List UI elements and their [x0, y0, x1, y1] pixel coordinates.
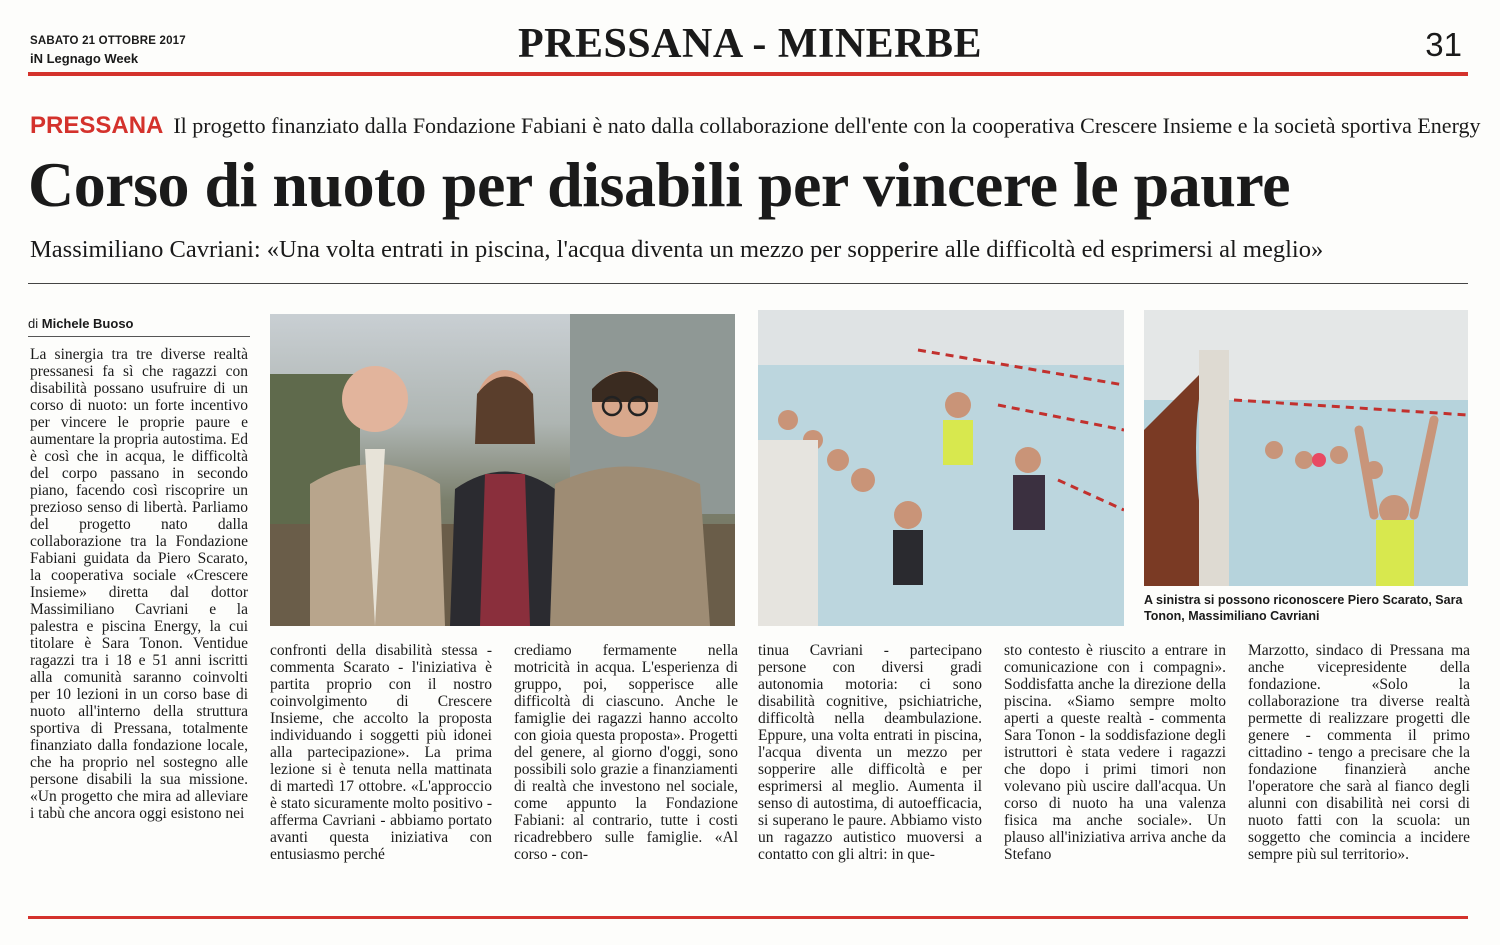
- article-column-3: crediamo fermamente nella motricità in acqua. L'esperienza di gruppo, poi, sopperisce alle difficoltà di ciascuno. Anche le famiglie dei ragazzi hanno accolto con gioia questa proposta». Progetti del genere, al giorno d'oggi, sono possibili solo grazie a finanziamenti di realtà che investono nel sociale, come appunto la Fondazione Fabiani: al contrario, tutte i costi ricadrebbero sulle famiglie. «Al corso - con-: [514, 642, 738, 863]
- byline: [28, 316, 134, 331]
- photo-pool-lesson: [758, 310, 1124, 626]
- byline-prefix: di: [28, 316, 39, 331]
- article-column-4: tinua Cavriani - partecipano persone con diversi gradi autonomia motoria: ci sono disabilità cognitive, psichiatriche, difficoltà nella deambulazione. Eppure, una volta entrati in piscina, l'acqua diventa un mezzo per sopperire alle difficoltà e per esprimersi al meglio. Aumenta il senso di autostima, di autoefficacia, si superano le paure. Abbiamo visto un ragazzo autistico muoversi a contatto con gli altri: in que-: [758, 642, 982, 863]
- page-date: SABATO 21 OTTOBRE 2017: [30, 35, 186, 47]
- kicker: [30, 112, 1481, 140]
- kicker-text: Il progetto finanziato dalla Fondazione Fabiani è nato dalla collaborazione dell'ente con la cooperativa Crescere Insieme e la società sportiva Energy: [173, 113, 1481, 138]
- article-column-2: confronti della disabilità stessa - commenta Scarato - l'iniziativa è partita proprio con il nostro coinvolgimento di Crescere Insieme, che accolto la proposta individuando i soggetti più idonei alla partecipazione». La prima lezione si è tenuta nella mattinata di martedì 17 ottobre. «L'approccio è stato sicuramente molto positivo - afferma Cavriani - abbiamo portato avanti questa iniziativa con entusiasmo perché: [270, 642, 492, 863]
- photo-group-portrait-art: [270, 314, 735, 626]
- bottom-rule: [28, 916, 1468, 919]
- byline-rule: [28, 336, 250, 337]
- photo-caption: A sinistra si possono riconoscere Piero Scarato, Sara Tonon, Massimiliano Cavriani: [1144, 593, 1463, 623]
- photo-pool-celebration: [1144, 310, 1468, 586]
- top-rule: [28, 72, 1468, 76]
- photo-group-portrait: [270, 314, 735, 626]
- section-title: PRESSANA - MINERBE: [517, 21, 983, 67]
- photo-pool-celebration-art: [1144, 310, 1468, 586]
- subheadline: Massimiliano Cavriani: «Una volta entrati in piscina, l'acqua diventa un mezzo per sopperire alle difficoltà ed esprimersi al meglio»: [30, 236, 1324, 263]
- subheadline-rule: [28, 283, 1468, 284]
- headline: Corso di nuoto per disabili per vincere le paure: [28, 149, 1290, 220]
- photo-pool-lesson-art: [758, 310, 1124, 626]
- page-number: 31: [1425, 26, 1462, 63]
- kicker-location: PRESSANA: [30, 112, 164, 139]
- article-column-5: sto contesto è riuscito a entrare in comunicazione con i compagni». Soddisfatta anche la direzione della piscina. «Siamo sempre molto aperti a queste realtà - commenta Sara Tonon - la soddisfazione degli istruttori è stata vedere i ragazzi che dopo i primi timori non volevano più uscire dall'acqua. Un corso di nuoto ha una valenza fisica ma anche sociale». Un plauso all'iniziativa arriva anche da Stefano: [1004, 642, 1226, 863]
- article-column-6: Marzotto, sindaco di Pressana ma anche vicepresidente della fondazione. «Solo la collaborazione tra diverse realtà permette di realizzare progetti dle genere - commenta il primo cittadino - tengo a precisare che la fondazione finanzierà anche l'operatore che sarà al fianco degli alunni con disabilità nei corsi di nuoto fatti con la scuola: un soggetto che comincia a incidere sempre più sul territorio».: [1248, 642, 1470, 863]
- article-column-1: La sinergia tra tre diverse realtà pressanesi fa sì che ragazzi con disabilità possano usufruire di un corso di nuoto: un forte incentivo per vincere le proprie paure e aumentare la propria autostima. Ed è così che in acqua, le difficoltà del corpo passano in secondo piano, facendo così riscoprire un prezioso senso di libertà. Parliamo del progetto nato dalla collaborazione tra la Fondazione Fabiani guidata da Piero Scarato, la cooperativa sociale «Crescere Insieme» diretta dal dottor Massimiliano Cavriani e la palestra e piscina Energy, la cui titolare è Sara Tonon. Ventidue ragazzi tra i 18 e 51 anni iscritti alla comunità saranno coinvolti per 10 lezioni in un corso base di nuoto all'interno della struttura sportiva di Pressana, totalmente finanziato dalla fondazione locale, che ha proprio nel sostegno alle persone disabili la sua missione. «Un progetto che mira ad alleviare i tabù che ancora oggi esistono nei: [30, 346, 248, 822]
- byline-author: Michele Buoso: [41, 316, 134, 331]
- publication-name: iN Legnago Week: [30, 51, 139, 66]
